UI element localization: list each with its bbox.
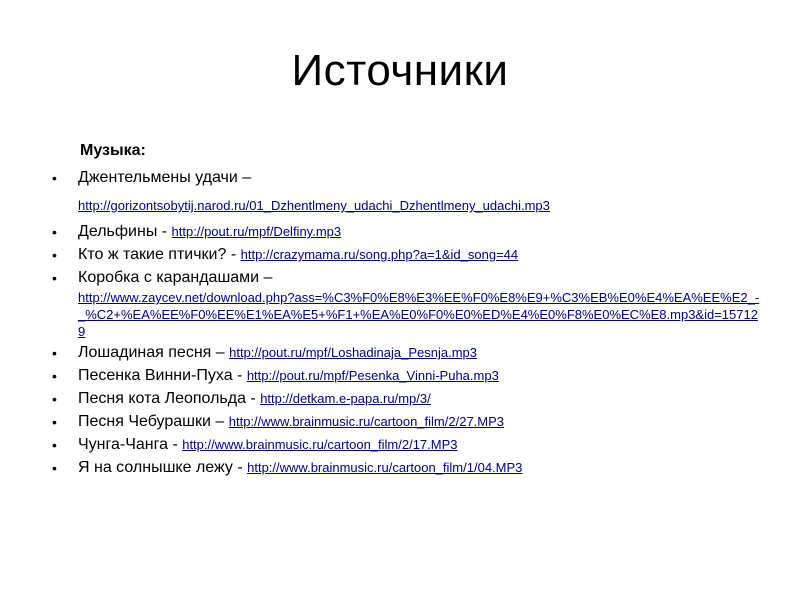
bullet-icon: • — [52, 414, 57, 430]
song-title: Дельфины - — [78, 223, 168, 240]
list-item — [0, 389, 800, 409]
song-link[interactable]: http://www.zaycev.net/download.php?ass=%C3%F0%E8%E3%EE%F0%E8%E9+%C3%EB%E0%E4%EA%EE%E2_-_%C2+%EA%EE%F0%EE%E1%EA%E5+%F1+%EA%E0%F0%E0%ED%E4%E0%F8%E0%EC%E8.mp3&id=157129 — [78, 290, 760, 339]
song-link[interactable]: http://gorizontsobytij.narod.ru/01_Dzhentlmeny_udachi_Dzhentlmeny_udachi.mp3 — [78, 198, 550, 213]
song-link[interactable]: http://www.brainmusic.ru/cartoon_film/2/17.MP3 — [182, 437, 458, 452]
song-link[interactable]: http://pout.ru/mpf/Delfiny.mp3 — [171, 224, 342, 239]
song-title: Песенка Винни-Пуха - — [78, 367, 243, 384]
bullet-icon: • — [52, 391, 57, 407]
music-source-list — [0, 168, 800, 481]
list-item — [0, 245, 800, 265]
list-item — [0, 435, 800, 455]
bullet-icon: • — [52, 437, 57, 453]
list-item — [0, 343, 800, 363]
song-title: Лошадиная песня – — [78, 344, 225, 361]
list-item — [0, 366, 800, 386]
song-link[interactable]: http://detkam.e-papa.ru/mp/3/ — [260, 391, 431, 406]
slide-title: Источники — [291, 46, 509, 95]
song-title: Песня Чебурашки – — [78, 413, 225, 430]
bullet-icon: • — [52, 460, 57, 476]
list-item — [0, 168, 800, 216]
song-link[interactable]: http://pout.ru/mpf/Pesenka_Vinni-Puha.mp3 — [246, 368, 499, 383]
bullet-icon: • — [52, 270, 57, 286]
bullet-icon: • — [52, 345, 57, 361]
song-link[interactable]: http://www.brainmusic.ru/cartoon_film/2/27.MP3 — [228, 414, 505, 429]
song-link[interactable]: http://www.brainmusic.ru/cartoon_film/1/04.MP3 — [247, 460, 523, 475]
bullet-icon: • — [52, 170, 57, 186]
bullet-icon: • — [52, 368, 57, 384]
list-item — [0, 268, 800, 340]
song-title: Песня кота Леопольда - — [78, 390, 256, 407]
list-item — [0, 458, 800, 478]
bullet-icon: • — [52, 224, 57, 240]
song-title: Коробка с карандашами – — [78, 269, 273, 286]
song-title: Я на солнышке лежу - — [78, 459, 243, 476]
song-link[interactable]: http://pout.ru/mpf/Loshadinaja_Pesnja.mp3 — [229, 345, 477, 360]
song-title: Чунга-Чанга - — [78, 436, 178, 453]
music-heading: Музыка: — [80, 142, 146, 159]
bullet-icon: • — [52, 247, 57, 263]
song-title: Джентельмены удачи – — [78, 169, 252, 186]
song-title: Кто ж такие птички? - — [78, 246, 237, 263]
song-link[interactable]: http://crazymama.ru/song.php?a=1&id_song=44 — [240, 247, 519, 262]
list-item — [0, 412, 800, 432]
list-item — [0, 222, 800, 242]
